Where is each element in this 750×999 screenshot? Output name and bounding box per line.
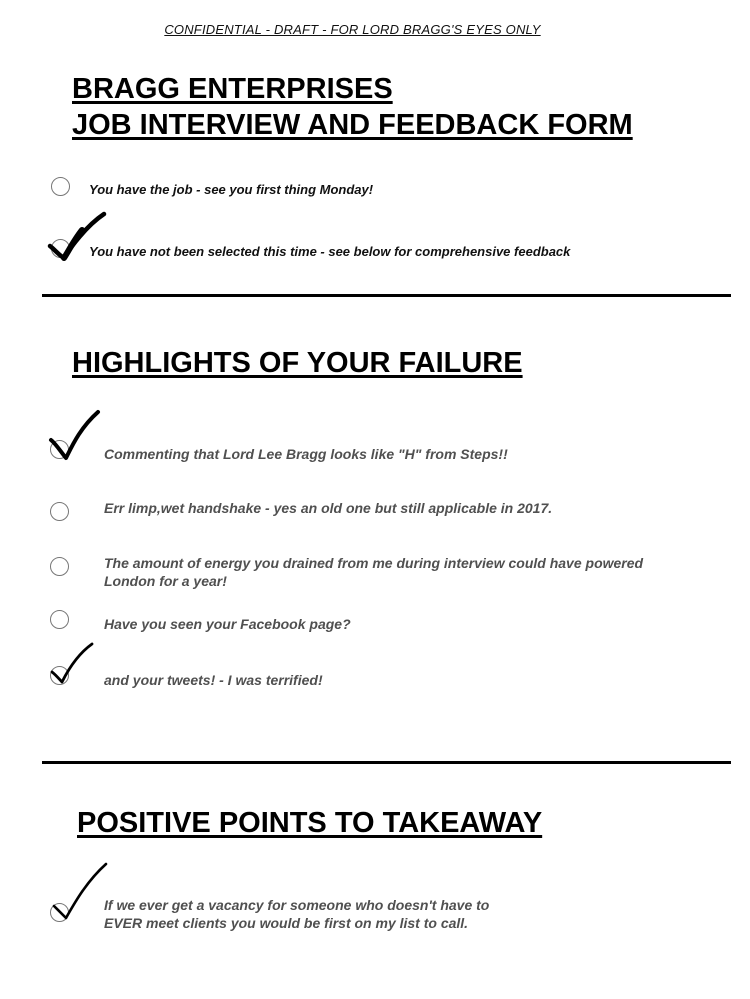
company-title: BRAGG ENTERPRISES bbox=[72, 73, 393, 105]
outcome-rejected-label: You have not been selected this time - see below for comprehensive feedback bbox=[89, 244, 571, 259]
failure-heading: HIGHLIGHTS OF YOUR FAILURE bbox=[72, 347, 523, 379]
failure-item-check-icon bbox=[46, 408, 110, 464]
failure-item-radio[interactable] bbox=[50, 502, 69, 521]
failure-item-label: Err limp,wet handshake - yes an old one but still applicable in 2017. bbox=[104, 500, 553, 516]
positive-item-label-line2: EVER meet clients you would be first on my list to call. bbox=[104, 915, 469, 931]
failure-item-label: Commenting that Lord Lee Bragg looks like "H" from Steps!! bbox=[104, 446, 508, 462]
confidential-notice: CONFIDENTIAL - DRAFT - FOR LORD BRAGG'S EYES ONLY bbox=[164, 22, 541, 37]
section-divider bbox=[42, 294, 731, 297]
failure-item-radio[interactable] bbox=[50, 557, 69, 576]
failure-item-label: Have you seen your Facebook page? bbox=[104, 616, 351, 632]
positive-item-label-line1: If we ever get a vacancy for someone who doesn't have to bbox=[104, 897, 490, 913]
positive-heading: POSITIVE POINTS TO TAKEAWAY bbox=[77, 807, 543, 839]
failure-item-check-icon bbox=[48, 642, 104, 690]
failure-item-label-line1: The amount of energy you drained from me during interview could have powered bbox=[104, 555, 644, 571]
failure-item-label-line2: London for a year! bbox=[104, 573, 227, 589]
section-divider bbox=[42, 761, 731, 764]
outcome-hired-label: You have the job - see you first thing Monday! bbox=[89, 182, 374, 197]
form-title: JOB INTERVIEW AND FEEDBACK FORM bbox=[72, 109, 633, 141]
outcome-hired-radio[interactable] bbox=[51, 177, 70, 196]
failure-item-radio[interactable] bbox=[50, 610, 69, 629]
failure-item-label: and your tweets! - I was terrified! bbox=[104, 672, 323, 688]
